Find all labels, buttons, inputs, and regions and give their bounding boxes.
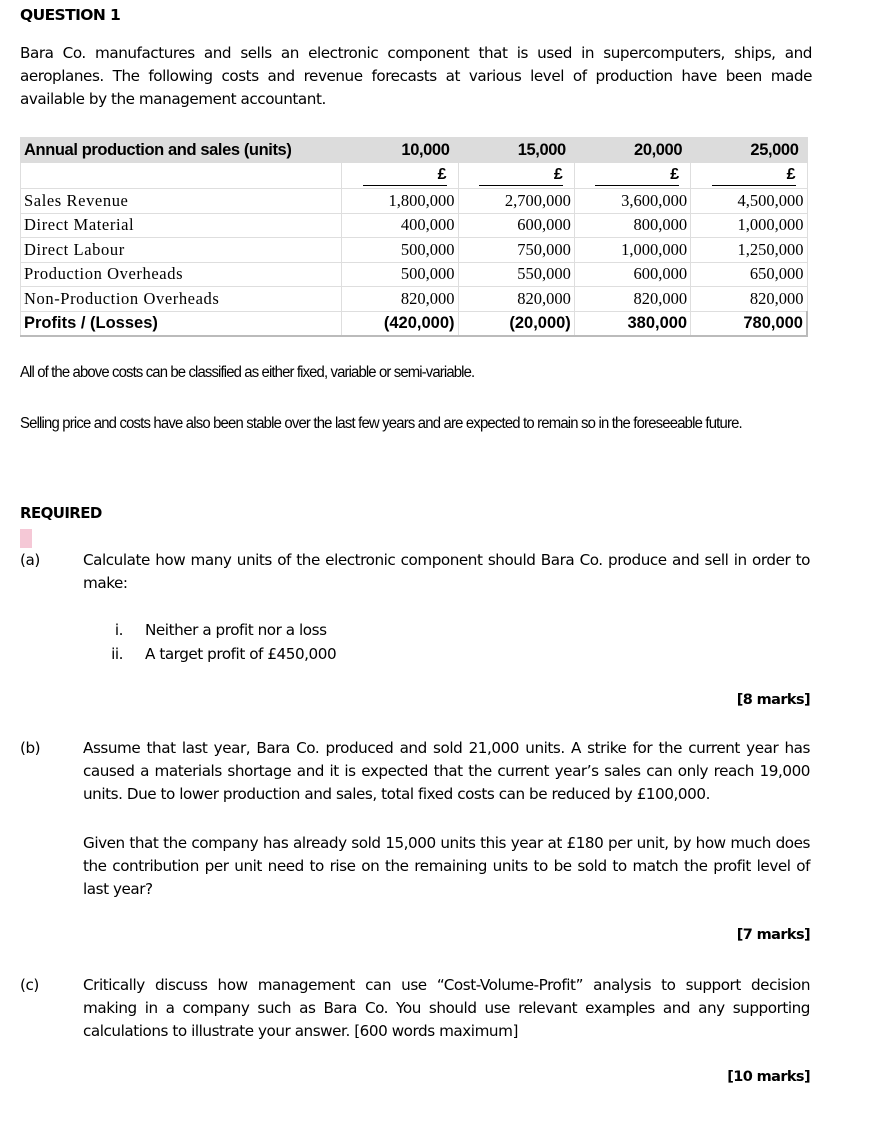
intro-paragraph: Bara Co. manufactures and sells an electronic component that is used in supercomputers, ships, and aeroplanes. The following costs and revenue forecasts at various level of production have been made available by the management accountant. bbox=[20, 44, 812, 108]
part-c-marks: [10 marks] bbox=[727, 1069, 810, 1085]
row-label: Production Overheads bbox=[21, 262, 342, 287]
cell-value: 500,000 bbox=[342, 238, 458, 263]
total-value: (20,000) bbox=[458, 311, 574, 336]
row-label: Direct Material bbox=[21, 213, 342, 238]
item-number: i. bbox=[114, 621, 123, 639]
part-c-label: (c) bbox=[20, 976, 39, 994]
cell-value: 820,000 bbox=[691, 287, 807, 312]
cell-value: 800,000 bbox=[574, 213, 690, 238]
row-label: Direct Labour bbox=[21, 238, 342, 263]
cell-value: 3,600,000 bbox=[574, 189, 690, 214]
table-row bbox=[21, 238, 808, 263]
cell-value: 650,000 bbox=[691, 262, 807, 287]
cell-value: 1,250,000 bbox=[691, 238, 807, 263]
currency-row bbox=[21, 163, 808, 189]
cell-value: 1,800,000 bbox=[342, 189, 458, 214]
column-header: 10,000 bbox=[342, 138, 458, 163]
cell-value: 820,000 bbox=[342, 287, 458, 312]
part-b-text: Assume that last year, Bara Co. produced and sold 21,000 units. A strike for the current year has caused a materials shortage and it is expected that the current year’s sales can only reach 19,000 units. Due to lower production and sales, total fixed costs can be reduced by £100,000. bbox=[83, 739, 810, 803]
part-a-item bbox=[83, 643, 483, 666]
cell-value: 500,000 bbox=[342, 262, 458, 287]
forecast-table bbox=[20, 137, 808, 337]
part-a-item bbox=[83, 619, 483, 642]
cell-value: 820,000 bbox=[574, 287, 690, 312]
cell-value: 550,000 bbox=[458, 262, 574, 287]
cell-value: 600,000 bbox=[574, 262, 690, 287]
row-label: Sales Revenue bbox=[21, 189, 342, 214]
cell-value: 750,000 bbox=[458, 238, 574, 263]
cell-value: 1,000,000 bbox=[691, 213, 807, 238]
row-label: Non-Production Overheads bbox=[21, 287, 342, 312]
required-heading: REQUIRED bbox=[20, 504, 102, 522]
part-c-text: Critically discuss how management can use “Cost-Volume-Profit” analysis to support decision making in a company such as Bara Co. You should use relevant examples and any supporting calculations to illustrate your answer. [600 words maximum] bbox=[83, 976, 810, 1040]
cost-classification-note: All of the above costs can be classified as either fixed, variable or semi-variable. bbox=[20, 364, 475, 381]
column-header: 25,000 bbox=[691, 138, 807, 163]
cell-value: 1,000,000 bbox=[574, 238, 690, 263]
column-header: 20,000 bbox=[574, 138, 690, 163]
currency-symbol: £ bbox=[712, 166, 796, 186]
total-value: (420,000) bbox=[342, 311, 458, 336]
table-row bbox=[21, 213, 808, 238]
part-a-text: Calculate how many units of the electronic component should Bara Co. produce and sell in order to make: bbox=[83, 551, 810, 592]
part-a-label: (a) bbox=[20, 551, 40, 569]
question-title: QUESTION 1 bbox=[20, 6, 121, 24]
part-b-label: (b) bbox=[20, 739, 41, 757]
total-value: 380,000 bbox=[574, 311, 690, 336]
currency-symbol: £ bbox=[479, 166, 563, 186]
table-row bbox=[21, 262, 808, 287]
column-header: 15,000 bbox=[458, 138, 574, 163]
part-b-question: Given that the company has already sold 15,000 units this year at £180 per unit, by how much does the contribution per unit need to rise on the remaining units to be sold to match the profit level of last year? bbox=[83, 834, 810, 898]
part-a-marks: [8 marks] bbox=[736, 692, 810, 708]
table-row bbox=[21, 287, 808, 312]
currency-symbol: £ bbox=[595, 166, 679, 186]
highlight-marker bbox=[20, 529, 32, 548]
currency-symbol: £ bbox=[363, 166, 447, 186]
total-row bbox=[21, 311, 808, 336]
stability-note: Selling price and costs have also been stable over the last few years and are expected to remain so in the foreseeable future. bbox=[20, 415, 742, 432]
cell-value: 400,000 bbox=[342, 213, 458, 238]
table-row bbox=[21, 189, 808, 214]
item-number: ii. bbox=[111, 645, 123, 663]
item-text: A target profit of £450,000 bbox=[145, 645, 337, 663]
cell-value: 2,700,000 bbox=[458, 189, 574, 214]
total-value: 780,000 bbox=[691, 311, 807, 336]
table-header-row bbox=[21, 138, 808, 163]
cell-value: 600,000 bbox=[458, 213, 574, 238]
total-label: Profits / (Losses) bbox=[21, 311, 342, 336]
header-label: Annual production and sales (units) bbox=[21, 138, 342, 163]
part-b-marks: [7 marks] bbox=[736, 927, 810, 943]
cell-value: 4,500,000 bbox=[691, 189, 807, 214]
item-text: Neither a profit nor a loss bbox=[145, 621, 327, 639]
cell-value: 820,000 bbox=[458, 287, 574, 312]
